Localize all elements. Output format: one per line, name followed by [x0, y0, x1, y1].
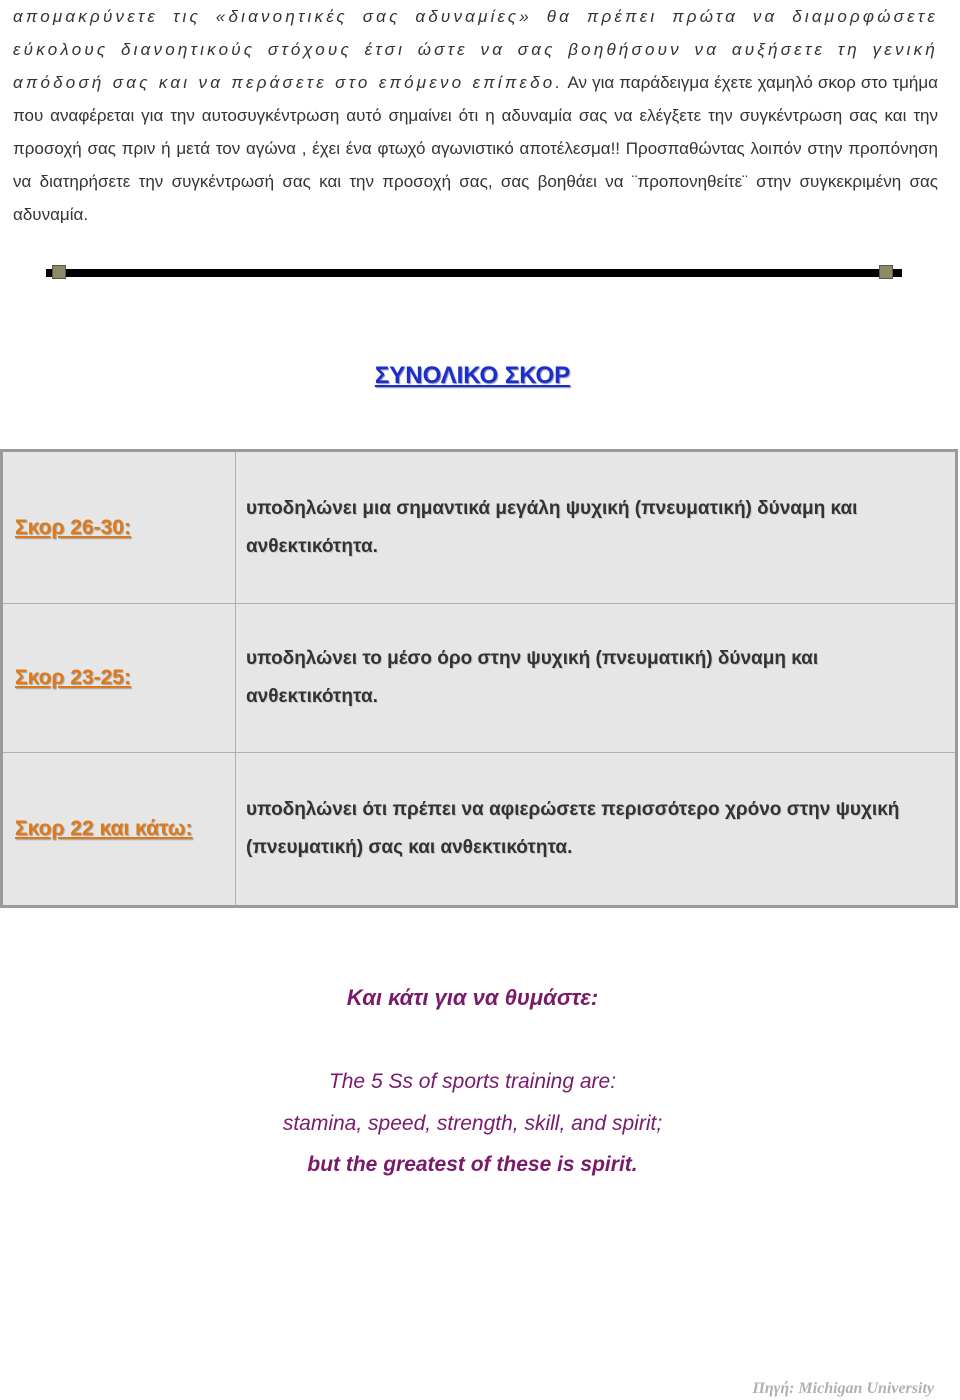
- intro-italic-text: απομακρύνετε τις «διανοητικές σας αδυναμίες» θα πρέπει πρώτα να διαμορφώσετε εύκολους διανοητικούς στόχους έτσι ώστε να σας βοηθήσουν να αυξήσετε τη γενική απόδοσή σας και να περάσετε στο επόμενο επίπεδο.: [13, 7, 938, 92]
- intro-paragraph: [13, 0, 938, 231]
- score-description: υποδηλώνει μια σημαντικά μεγάλη ψυχική (πνευματική) δύναμη και ανθεκτικότητα.: [236, 451, 957, 604]
- score-table: [0, 449, 958, 908]
- score-range-label: Σκορ 26-30:: [2, 451, 236, 604]
- table-row: [2, 752, 957, 906]
- separator-left-knob: [52, 265, 66, 279]
- score-range-label: Σκορ 22 και κάτω:: [2, 752, 236, 906]
- quote-line-2: stamina, speed, strength, skill, and spirit;: [282, 1112, 663, 1135]
- intro-normal-text: Αν για παράδειγμα έχετε χαμηλό σκορ στο τμήμα που αναφέρεται για την αυτοσυγκέντρωση αυτό σημαίνει ότι η αδυναμία σας να ελέγξετε την συγκέντρωση σας και την προσοχή σας πριν ή μετά τον αγώνα , έχει ένα φτωχό αγωνιστικό αποτέλεσμα!! Προσπαθώντας λοιπόν στην προπόνηση να διατηρήσετε την συγκέντρωσή σας και την προσοχή σας, σας βοηθάει να ¨προπονηθείτε¨ στην συγκεκριμένη σας αδυναμία.: [13, 73, 938, 224]
- source-credit: Πηγή: Michigan University: [752, 1380, 934, 1397]
- remember-heading: Και κάτι για να θυμάστε:: [346, 985, 599, 1010]
- score-range-label: Σκορ 23-25:: [2, 604, 236, 753]
- score-description: υποδηλώνει το μέσο όρο στην ψυχική (πνευματική) δύναμη και ανθεκτικότητα.: [236, 604, 957, 753]
- separator-rule: [46, 269, 902, 277]
- quote-line-3: but the greatest of these is spirit.: [307, 1153, 638, 1176]
- table-row: [2, 451, 957, 604]
- separator-right-knob: [879, 265, 893, 279]
- quote-line-1: The 5 Ss of sports training are:: [328, 1070, 617, 1093]
- total-score-heading: ΣΥΝΟΛΙΚΟ ΣΚΟΡ: [374, 362, 571, 389]
- score-description: υποδηλώνει ότι πρέπει να αφιερώσετε περισσότερο χρόνο στην ψυχική (πνευματική) σας και ανθεκτικότητα.: [236, 752, 957, 906]
- table-row: [2, 604, 957, 753]
